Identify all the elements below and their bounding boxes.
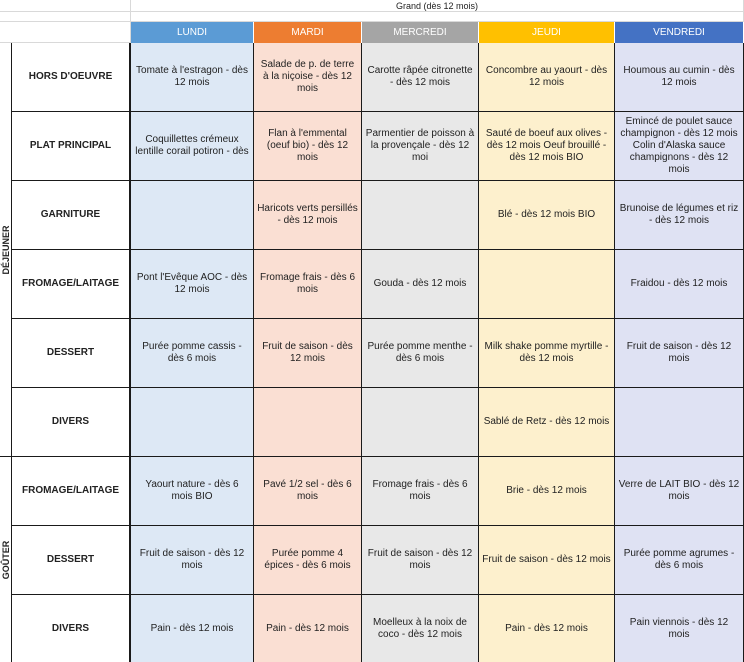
row-label[interactable]: PLAT PRINCIPAL <box>12 112 131 181</box>
menu-cell-mardi[interactable]: Pavé 1/2 sel - dès 6 mois <box>254 457 362 526</box>
menu-cell-jeudi[interactable]: Brie - dès 12 mois <box>479 457 615 526</box>
menu-cell-lundi[interactable] <box>131 181 254 250</box>
day-header-jeudi[interactable]: JEUDI <box>479 22 615 43</box>
menu-cell-mercredi[interactable]: Moelleux à la noix de coco - dès 12 mois <box>362 595 479 662</box>
menu-cell-mardi[interactable]: Purée pomme 4 épices - dès 6 mois <box>254 526 362 595</box>
day-header-lundi[interactable]: LUNDI <box>131 22 254 43</box>
menu-cell-lundi[interactable] <box>131 388 254 457</box>
menu-cell-jeudi[interactable]: Concombre au yaourt - dès 12 mois <box>479 43 615 112</box>
menu-cell-vendredi[interactable]: Pain viennois - dès 12 mois <box>615 595 744 662</box>
menu-cell-vendredi[interactable]: Houmous au cumin - dès 12 mois <box>615 43 744 112</box>
menu-cell-lundi[interactable]: Yaourt nature - dès 6 mois BIO <box>131 457 254 526</box>
menu-cell-vendredi[interactable]: Emincé de poulet sauce champignon - dès 12 mois Colin d'Alaska sauce champignons - dès 12 mois <box>615 112 744 181</box>
row-label[interactable]: DIVERS <box>12 595 131 662</box>
menu-cell-mercredi[interactable] <box>362 388 479 457</box>
menu-cell-vendredi[interactable]: Brunoise de légumes et riz - dès 12 mois <box>615 181 744 250</box>
menu-cell-jeudi[interactable]: Fruit de saison - dès 12 mois <box>479 526 615 595</box>
menu-cell-jeudi[interactable]: Pain - dès 12 mois <box>479 595 615 662</box>
menu-row <box>0 250 744 319</box>
menu-cell-jeudi[interactable]: Sauté de boeuf aux olives - dès 12 mois Oeuf brouillé - dès 12 mois BIO <box>479 112 615 181</box>
menu-cell-mercredi[interactable]: Parmentier de poisson à la provençale - dès 12 moi <box>362 112 479 181</box>
menu-row <box>0 43 744 112</box>
blank-cell[interactable] <box>131 12 744 22</box>
menu-cell-jeudi[interactable]: Sablé de Retz - dès 12 mois <box>479 388 615 457</box>
menu-cell-lundi[interactable]: Coquillettes crémeux lentille corail potiron - dès <box>131 112 254 181</box>
menu-cell-jeudi[interactable]: Milk shake pomme myrtille - dès 12 mois <box>479 319 615 388</box>
menu-cell-jeudi[interactable]: Blé - dès 12 mois BIO <box>479 181 615 250</box>
menu-row <box>0 388 744 457</box>
day-header-row <box>0 22 744 43</box>
blank-cell[interactable] <box>0 0 131 12</box>
row-label[interactable]: FROMAGE/LAITAGE <box>12 457 131 526</box>
menu-cell-mardi[interactable]: Salade de p. de terre à la niçoise - dès 12 mois <box>254 43 362 112</box>
sheet-title[interactable]: Grand (dès 12 mois) <box>131 0 744 12</box>
spacer-row <box>0 12 744 22</box>
menu-cell-mercredi[interactable]: Carotte râpée citronette - dès 12 mois <box>362 43 479 112</box>
menu-cell-vendredi[interactable]: Fruit de saison - dès 12 mois <box>615 319 744 388</box>
row-label[interactable]: DESSERT <box>12 319 131 388</box>
menu-cell-lundi[interactable]: Fruit de saison - dès 12 mois <box>131 526 254 595</box>
menu-cell-lundi[interactable]: Tomate à l'estragon - dès 12 mois <box>131 43 254 112</box>
row-label[interactable]: DESSERT <box>12 526 131 595</box>
blank-cell[interactable] <box>0 12 131 22</box>
row-label[interactable]: FROMAGE/LAITAGE <box>12 250 131 319</box>
menu-cell-lundi[interactable]: Purée pomme cassis - dès 6 mois <box>131 319 254 388</box>
menu-row <box>0 457 744 526</box>
day-header-mardi[interactable]: MARDI <box>254 22 362 43</box>
title-row <box>0 0 744 12</box>
group-label-gouter: GOÛTER <box>1 540 11 579</box>
menu-cell-mardi[interactable]: Flan à l'emmental (oeuf bio) - dès 12 mois <box>254 112 362 181</box>
menu-cell-vendredi[interactable]: Purée pomme agrumes - dès 6 mois <box>615 526 744 595</box>
menu-cell-mardi[interactable]: Fromage frais - dès 6 mois <box>254 250 362 319</box>
menu-cell-mardi[interactable] <box>254 388 362 457</box>
menu-cell-mercredi[interactable]: Fromage frais - dès 6 mois <box>362 457 479 526</box>
row-label[interactable]: DIVERS <box>12 388 131 457</box>
menu-cell-mercredi[interactable]: Fruit de saison - dès 12 mois <box>362 526 479 595</box>
menu-cell-vendredi[interactable] <box>615 388 744 457</box>
menu-cell-mardi[interactable]: Fruit de saison - dès 12 mois <box>254 319 362 388</box>
menu-cell-mardi[interactable]: Pain - dès 12 mois <box>254 595 362 662</box>
day-header-mercredi[interactable]: MERCREDI <box>362 22 479 43</box>
day-header-vendredi[interactable]: VENDREDI <box>615 22 744 43</box>
menu-cell-lundi[interactable]: Pont l'Evêque AOC - dès 12 mois <box>131 250 254 319</box>
menu-row <box>0 595 744 662</box>
row-label[interactable]: GARNITURE <box>12 181 131 250</box>
header-blank-cell[interactable] <box>0 22 131 43</box>
menu-cell-mercredi[interactable]: Gouda - dès 12 mois <box>362 250 479 319</box>
menu-cell-jeudi[interactable] <box>479 250 615 319</box>
group-label-dejeuner: DÉJEUNER <box>1 224 11 275</box>
menu-row <box>0 112 744 181</box>
menu-cell-vendredi[interactable]: Fraidou - dès 12 mois <box>615 250 744 319</box>
menu-row <box>0 526 744 595</box>
menu-row <box>0 319 744 388</box>
menu-cell-mercredi[interactable] <box>362 181 479 250</box>
menu-cell-mercredi[interactable]: Purée pomme menthe - dès 6 mois <box>362 319 479 388</box>
menu-cell-lundi[interactable]: Pain - dès 12 mois <box>131 595 254 662</box>
row-label[interactable]: HORS D'OEUVRE <box>12 43 131 112</box>
menu-row <box>0 181 744 250</box>
menu-cell-vendredi[interactable]: Verre de LAIT BIO - dès 12 mois <box>615 457 744 526</box>
menu-cell-mardi[interactable]: Haricots verts persillés - dès 12 mois <box>254 181 362 250</box>
